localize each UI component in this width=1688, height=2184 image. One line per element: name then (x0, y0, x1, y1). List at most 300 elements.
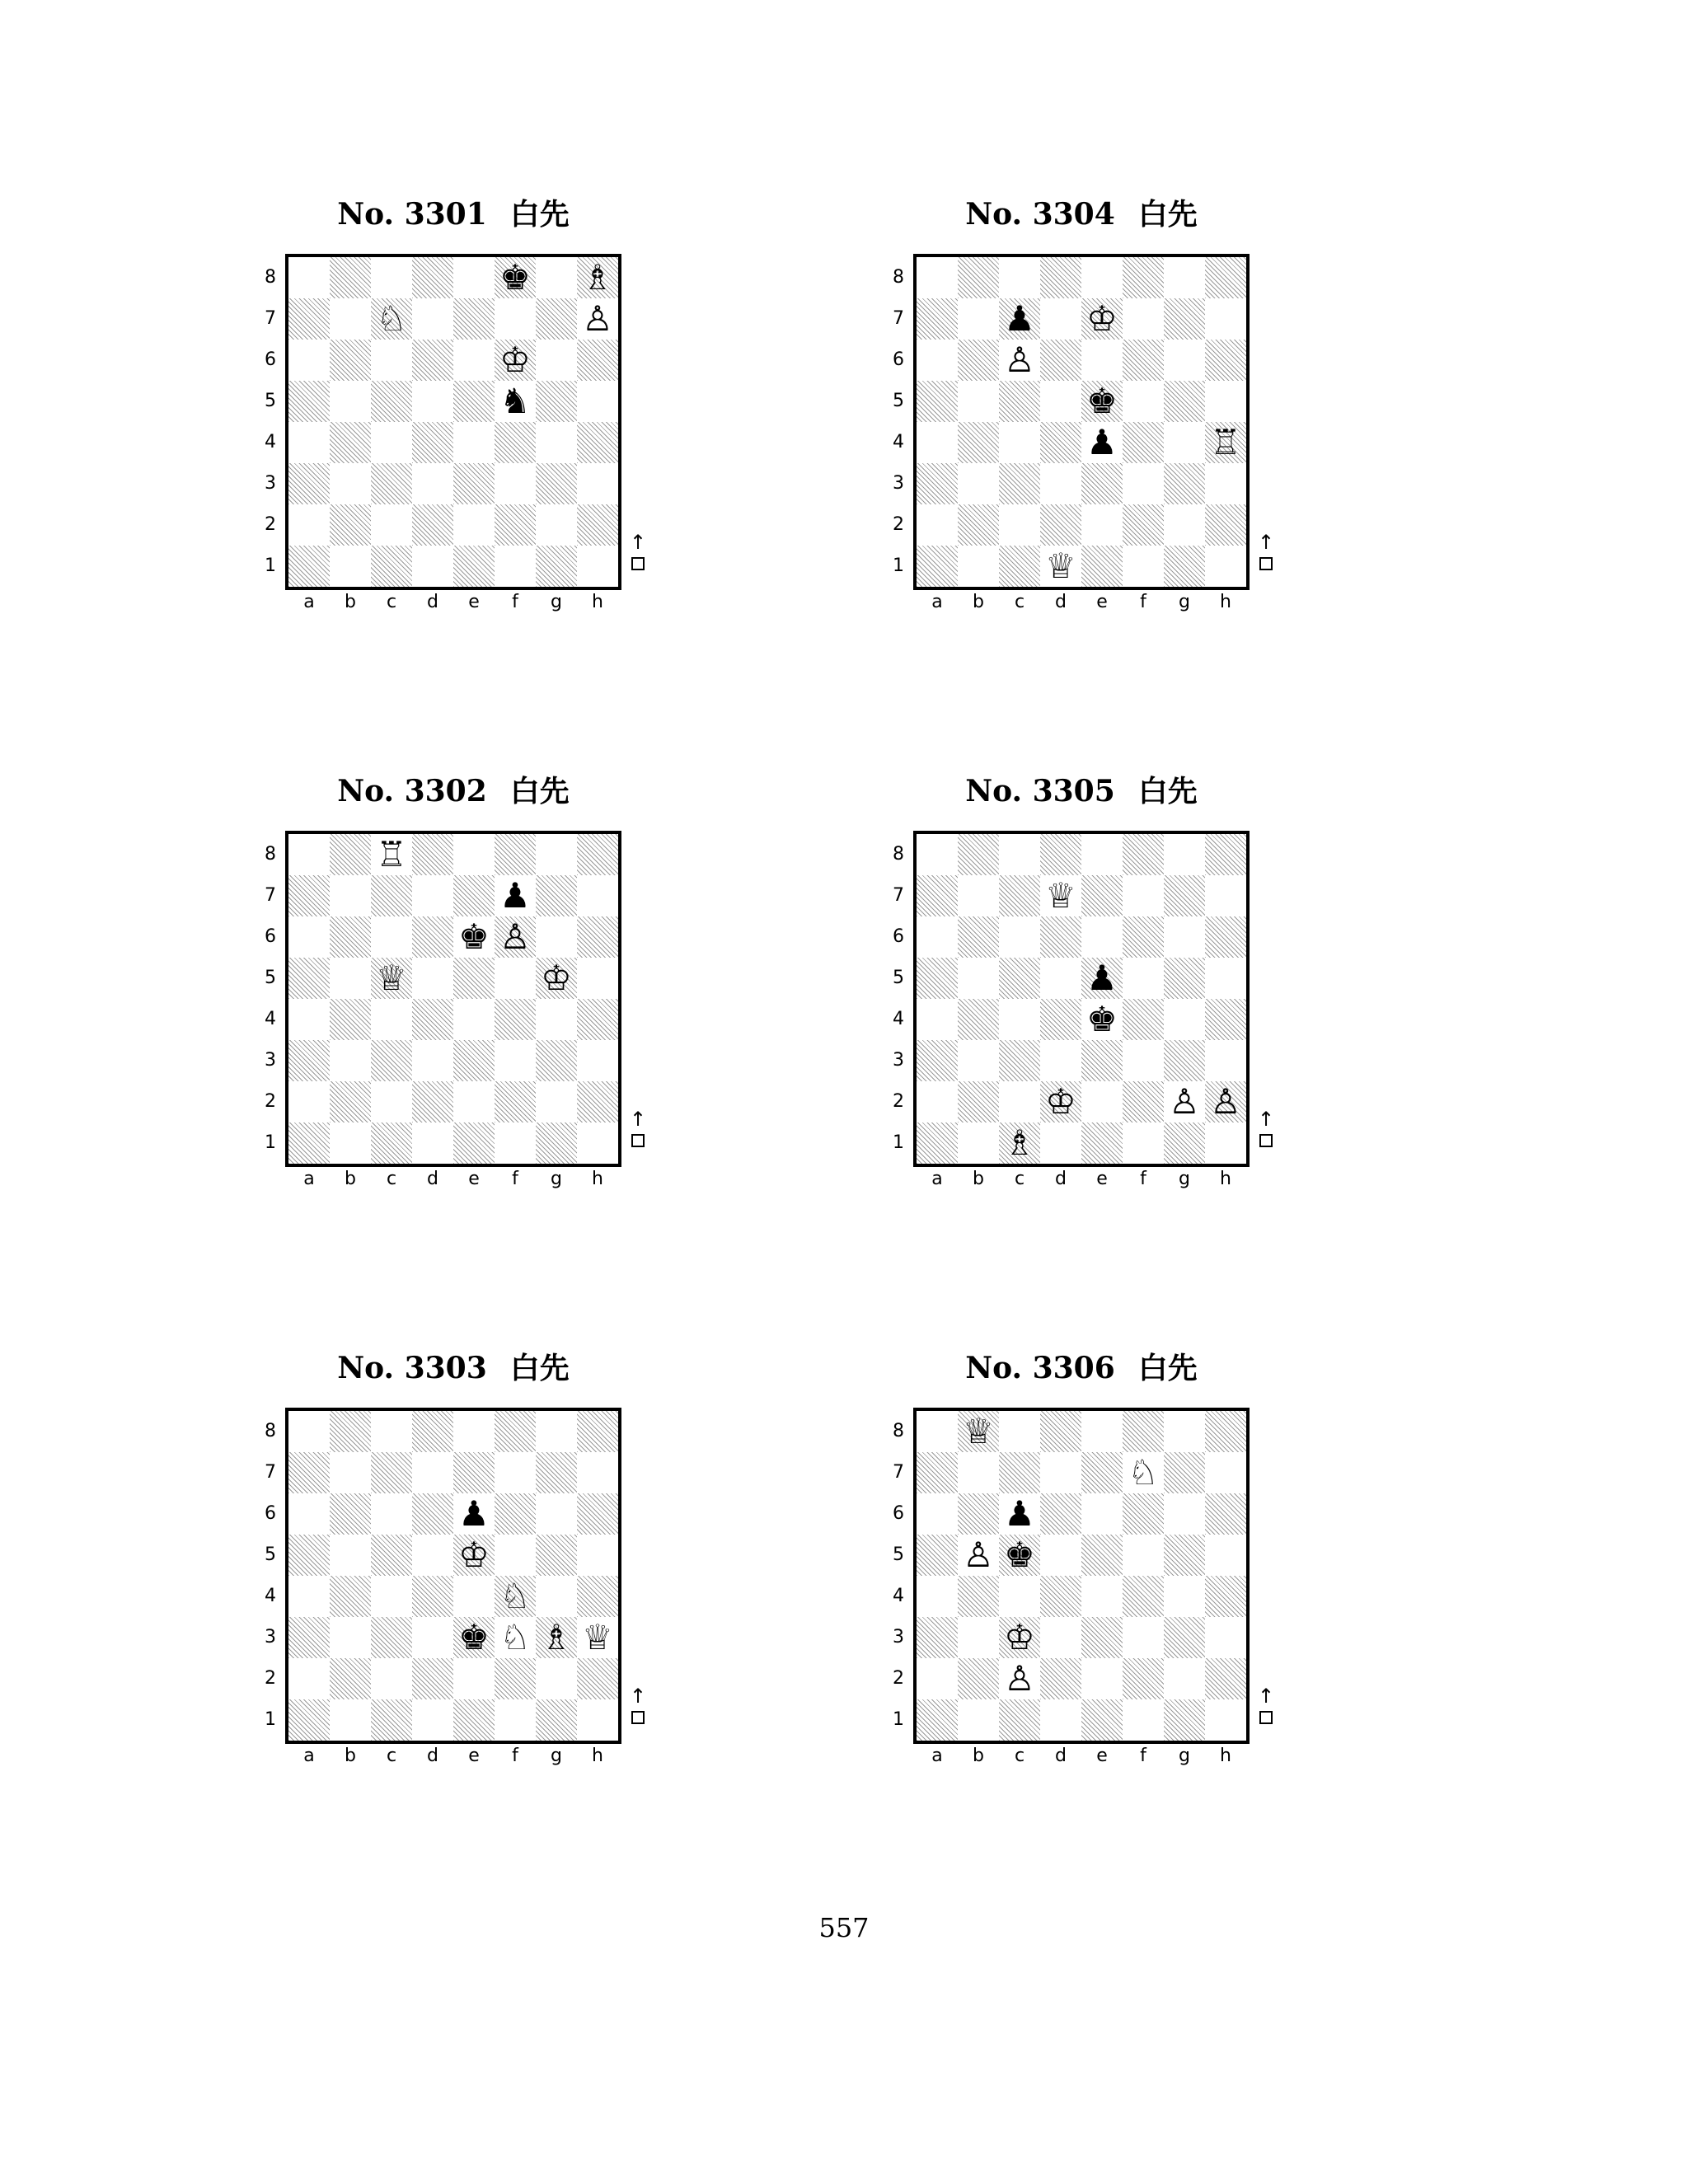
file-label: b (345, 1169, 356, 1189)
square-d8 (412, 1411, 453, 1452)
square-d2 (412, 1081, 453, 1122)
square-h1 (1205, 1699, 1246, 1741)
square-c8 (371, 1411, 412, 1452)
square-d5 (412, 381, 453, 422)
square-c1 (999, 1699, 1040, 1741)
rank-label: 7 (265, 1462, 276, 1483)
square-c4 (999, 422, 1040, 463)
square-a4 (288, 999, 330, 1040)
white-to-move-square-icon (631, 1711, 645, 1724)
rank-label: 8 (265, 844, 276, 865)
square-c3 (999, 463, 1040, 504)
square-g8 (1164, 257, 1205, 298)
square-a8 (917, 257, 958, 298)
square-d1 (412, 546, 453, 587)
square-b5 (958, 381, 999, 422)
square-e5 (453, 381, 495, 422)
square-b2 (330, 504, 371, 546)
square-c1 (999, 546, 1040, 587)
square-c7 (999, 875, 1040, 916)
file-label: d (1055, 1169, 1067, 1189)
square-e8 (453, 834, 495, 875)
square-b6 (330, 340, 371, 381)
file-label: f (512, 592, 518, 612)
square-e3 (1081, 1040, 1123, 1081)
square-f2 (495, 1658, 536, 1699)
square-h8 (577, 1411, 618, 1452)
square-c2 (999, 1081, 1040, 1122)
arrow-up-icon: ↑ (1258, 531, 1275, 554)
black-king-icon: ♚ (458, 1617, 490, 1657)
square-e5 (453, 958, 495, 999)
square-d2 (412, 504, 453, 546)
square-h2 (577, 1658, 618, 1699)
square-g8 (1164, 1411, 1205, 1452)
square-b7 (958, 875, 999, 916)
side-to-move-label: 白先 (509, 1352, 570, 1385)
file-label: c (386, 592, 397, 612)
square-g6 (1164, 1493, 1205, 1535)
square-d5 (1040, 1535, 1081, 1576)
square-e5 (1081, 1535, 1123, 1576)
square-e4 (1081, 1576, 1123, 1617)
square-d6 (412, 340, 453, 381)
file-label: f (512, 1169, 518, 1189)
white-queen-icon: ♕ (963, 1411, 994, 1451)
square-a2 (288, 1658, 330, 1699)
black-knight-icon: ♞ (499, 381, 531, 421)
square-c5 (371, 1535, 412, 1576)
square-a4 (917, 422, 958, 463)
square-a6 (288, 340, 330, 381)
rank-label: 3 (893, 473, 904, 494)
square-h5 (1205, 381, 1246, 422)
rank-label: 5 (893, 391, 904, 411)
white-pawn-icon: ♙ (1004, 340, 1035, 380)
file-label: a (303, 1746, 315, 1766)
white-knight-icon: ♘ (499, 1576, 531, 1616)
file-label: d (427, 592, 438, 612)
puzzle-number: No. 3303 (337, 1351, 487, 1385)
square-h5 (577, 958, 618, 999)
file-label: c (386, 1746, 397, 1766)
square-g7 (1164, 875, 1205, 916)
square-e8 (453, 1411, 495, 1452)
square-g1 (1164, 1699, 1205, 1741)
square-g3 (1164, 463, 1205, 504)
black-king-icon: ♚ (458, 916, 490, 957)
square-c2 (371, 1081, 412, 1122)
rank-label: 7 (893, 1462, 904, 1483)
side-to-move-label: 白先 (1137, 775, 1198, 808)
square-b1 (958, 1699, 999, 1741)
file-label: d (1055, 1746, 1067, 1766)
square-a5 (917, 381, 958, 422)
square-b7 (958, 1452, 999, 1493)
side-to-move-label: 白先 (509, 775, 570, 808)
square-g7 (536, 1452, 577, 1493)
square-g1 (536, 546, 577, 587)
square-h6 (577, 1493, 618, 1535)
square-h3 (577, 1040, 618, 1081)
square-a7 (917, 875, 958, 916)
white-king-icon: ♔ (1004, 1617, 1035, 1657)
square-d4 (1040, 422, 1081, 463)
square-g3 (1164, 1617, 1205, 1658)
white-knight-icon: ♘ (499, 1617, 531, 1657)
square-e6 (1081, 1493, 1123, 1535)
square-e2 (1081, 1081, 1123, 1122)
square-g4 (1164, 422, 1205, 463)
file-label: g (551, 1169, 562, 1189)
square-b4 (958, 422, 999, 463)
square-d1 (412, 1122, 453, 1164)
square-a3 (917, 1617, 958, 1658)
arrow-up-icon: ↑ (630, 1685, 647, 1708)
square-b3 (958, 1617, 999, 1658)
square-g2 (1164, 504, 1205, 546)
black-king-icon: ♚ (1086, 381, 1118, 421)
square-h7 (1205, 298, 1246, 340)
square-c4 (371, 1576, 412, 1617)
square-d3 (1040, 1040, 1081, 1081)
square-c7 (371, 1452, 412, 1493)
file-label: a (303, 1169, 315, 1189)
square-a4 (288, 1576, 330, 1617)
file-label: b (345, 592, 356, 612)
square-b7 (958, 298, 999, 340)
square-a5 (917, 1535, 958, 1576)
square-b6 (330, 1493, 371, 1535)
puzzle-3304 (867, 190, 1296, 651)
file-label: e (1096, 592, 1108, 612)
square-d6 (412, 1493, 453, 1535)
rank-label: 1 (265, 555, 276, 576)
square-g4 (536, 422, 577, 463)
file-label: c (386, 1169, 397, 1189)
rank-label: 8 (265, 1421, 276, 1441)
square-a2 (917, 1081, 958, 1122)
puzzle-title (867, 190, 1296, 239)
square-f5 (1123, 1535, 1164, 1576)
square-b4 (330, 422, 371, 463)
square-g4 (1164, 999, 1205, 1040)
rank-label: 6 (265, 926, 276, 947)
file-label: d (427, 1169, 438, 1189)
square-d4 (1040, 999, 1081, 1040)
square-f1 (1123, 546, 1164, 587)
square-f8 (1123, 257, 1164, 298)
rank-label: 7 (893, 308, 904, 329)
puzzle-title (239, 190, 668, 239)
square-a8 (288, 257, 330, 298)
square-a1 (917, 1122, 958, 1164)
rank-label: 2 (893, 1091, 904, 1112)
file-label: g (1179, 1169, 1190, 1189)
file-label: b (345, 1746, 356, 1766)
square-a2 (288, 504, 330, 546)
square-f3 (495, 1040, 536, 1081)
rank-label: 5 (893, 968, 904, 988)
rank-label: 7 (265, 308, 276, 329)
square-c7 (371, 875, 412, 916)
file-label: d (427, 1746, 438, 1766)
square-c7 (999, 1452, 1040, 1493)
square-c1 (371, 1122, 412, 1164)
square-b2 (330, 1081, 371, 1122)
square-b8 (330, 1411, 371, 1452)
puzzle-title (867, 766, 1296, 816)
white-to-move-square-icon (1259, 1134, 1273, 1147)
square-b3 (330, 1617, 371, 1658)
square-a7 (288, 298, 330, 340)
square-g7 (1164, 1452, 1205, 1493)
square-f1 (495, 1122, 536, 1164)
square-a8 (288, 834, 330, 875)
square-f4 (495, 999, 536, 1040)
chess-board (913, 1408, 1250, 1744)
arrow-up-icon: ↑ (630, 531, 647, 554)
square-f3 (1123, 1040, 1164, 1081)
square-g4 (536, 1576, 577, 1617)
puzzle-title (239, 766, 668, 816)
square-a3 (288, 1617, 330, 1658)
square-h5 (1205, 1535, 1246, 1576)
square-b3 (330, 463, 371, 504)
square-h6 (1205, 340, 1246, 381)
square-c3 (371, 1040, 412, 1081)
square-d3 (412, 1040, 453, 1081)
square-f3 (1123, 1617, 1164, 1658)
square-h5 (577, 1535, 618, 1576)
file-label: h (1220, 1169, 1231, 1189)
square-b1 (958, 546, 999, 587)
square-h1 (577, 1699, 618, 1741)
file-label: c (1014, 1169, 1025, 1189)
square-b6 (958, 916, 999, 958)
square-c2 (371, 1658, 412, 1699)
square-c3 (999, 1040, 1040, 1081)
square-g6 (536, 1493, 577, 1535)
square-c8 (999, 1411, 1040, 1452)
square-d1 (412, 1699, 453, 1741)
rank-label: 1 (265, 1132, 276, 1153)
white-king-icon: ♔ (541, 958, 572, 998)
rank-label: 6 (893, 1503, 904, 1524)
square-a7 (917, 298, 958, 340)
square-g2 (1164, 1658, 1205, 1699)
square-g6 (536, 916, 577, 958)
square-g8 (1164, 834, 1205, 875)
white-bishop-icon: ♗ (1004, 1122, 1035, 1163)
square-d3 (1040, 463, 1081, 504)
square-b4 (958, 1576, 999, 1617)
square-h6 (1205, 916, 1246, 958)
square-g7 (536, 875, 577, 916)
square-b2 (958, 1081, 999, 1122)
arrow-up-icon: ↑ (1258, 1685, 1275, 1708)
square-d8 (1040, 1411, 1081, 1452)
chess-board (285, 254, 621, 590)
square-d7 (412, 875, 453, 916)
square-h4 (577, 1576, 618, 1617)
rank-label: 2 (265, 1668, 276, 1689)
square-c6 (371, 1493, 412, 1535)
square-g5 (536, 1535, 577, 1576)
square-a1 (917, 546, 958, 587)
square-e1 (1081, 1699, 1123, 1741)
square-d7 (1040, 1452, 1081, 1493)
square-e2 (453, 504, 495, 546)
square-b6 (958, 1493, 999, 1535)
file-label: f (1140, 1746, 1146, 1766)
square-g1 (536, 1122, 577, 1164)
rank-label: 1 (893, 1709, 904, 1730)
rank-label: 3 (893, 1627, 904, 1647)
white-to-move-square-icon (631, 557, 645, 570)
square-h3 (1205, 1040, 1246, 1081)
square-d4 (412, 1576, 453, 1617)
rank-label: 2 (893, 514, 904, 535)
square-h6 (577, 340, 618, 381)
rank-label: 8 (893, 844, 904, 865)
white-king-icon: ♔ (1086, 298, 1118, 339)
square-h5 (577, 381, 618, 422)
square-b1 (330, 546, 371, 587)
square-g3 (536, 463, 577, 504)
square-c5 (371, 381, 412, 422)
rank-label: 8 (893, 267, 904, 288)
square-c1 (371, 546, 412, 587)
square-g5 (536, 381, 577, 422)
square-h2 (577, 1081, 618, 1122)
square-h7 (577, 875, 618, 916)
square-g2 (536, 1081, 577, 1122)
side-to-move-label: 白先 (1137, 1352, 1198, 1385)
square-b6 (958, 340, 999, 381)
rank-label: 5 (265, 968, 276, 988)
black-king-icon: ♚ (1086, 999, 1118, 1039)
file-label: b (973, 1746, 984, 1766)
file-label: e (1096, 1746, 1108, 1766)
square-g2 (536, 504, 577, 546)
square-d4 (412, 422, 453, 463)
square-c4 (371, 999, 412, 1040)
square-g3 (536, 1040, 577, 1081)
white-rook-icon: ♖ (376, 834, 407, 874)
rank-label: 4 (265, 1009, 276, 1029)
square-a4 (288, 422, 330, 463)
square-a8 (288, 1411, 330, 1452)
white-to-move-square-icon (1259, 1711, 1273, 1724)
square-f4 (1123, 999, 1164, 1040)
square-e2 (453, 1081, 495, 1122)
square-g1 (536, 1699, 577, 1741)
square-g2 (536, 1658, 577, 1699)
square-d8 (412, 257, 453, 298)
square-h3 (1205, 463, 1246, 504)
file-label: d (1055, 592, 1067, 612)
square-b5 (958, 958, 999, 999)
square-b7 (330, 875, 371, 916)
square-e1 (1081, 1122, 1123, 1164)
puzzle-number: No. 3301 (337, 197, 487, 232)
square-b1 (958, 1122, 999, 1164)
square-e7 (453, 1452, 495, 1493)
square-g1 (1164, 1122, 1205, 1164)
puzzle-3302 (239, 766, 668, 1228)
square-b3 (958, 463, 999, 504)
square-h8 (1205, 834, 1246, 875)
file-label: a (931, 1169, 943, 1189)
white-pawn-icon: ♙ (582, 298, 613, 339)
square-c4 (371, 422, 412, 463)
square-e8 (453, 257, 495, 298)
rank-label: 1 (893, 555, 904, 576)
rank-label: 2 (265, 514, 276, 535)
square-a5 (288, 1535, 330, 1576)
square-b7 (330, 1452, 371, 1493)
square-f7 (1123, 875, 1164, 916)
square-h2 (1205, 1658, 1246, 1699)
white-to-move-square-icon (1259, 557, 1273, 570)
square-c2 (999, 504, 1040, 546)
square-h4 (577, 999, 618, 1040)
side-to-move-label: 白先 (1137, 198, 1198, 232)
chess-board (285, 831, 621, 1167)
file-label: c (1014, 592, 1025, 612)
file-label: g (1179, 1746, 1190, 1766)
square-f2 (495, 504, 536, 546)
square-a2 (917, 504, 958, 546)
square-e3 (453, 463, 495, 504)
rank-label: 7 (893, 885, 904, 906)
square-b8 (330, 257, 371, 298)
white-queen-icon: ♕ (582, 1617, 613, 1657)
square-e3 (1081, 463, 1123, 504)
square-h4 (1205, 999, 1246, 1040)
square-f6 (1123, 340, 1164, 381)
square-e6 (1081, 916, 1123, 958)
square-b3 (958, 1040, 999, 1081)
chess-board (913, 831, 1250, 1167)
white-rook-icon: ♖ (1210, 422, 1241, 462)
square-d4 (412, 999, 453, 1040)
square-f8 (495, 834, 536, 875)
square-f4 (1123, 1576, 1164, 1617)
file-label: g (1179, 592, 1190, 612)
square-e4 (453, 1576, 495, 1617)
square-h8 (1205, 1411, 1246, 1452)
square-d2 (1040, 504, 1081, 546)
file-label: g (551, 592, 562, 612)
square-h5 (1205, 958, 1246, 999)
square-b8 (958, 834, 999, 875)
square-h2 (577, 504, 618, 546)
file-label: a (303, 592, 315, 612)
rank-label: 8 (893, 1421, 904, 1441)
square-f4 (1123, 422, 1164, 463)
square-e8 (1081, 1411, 1123, 1452)
square-d6 (1040, 916, 1081, 958)
black-pawn-icon: ♟ (1086, 958, 1118, 998)
square-b1 (330, 1122, 371, 1164)
white-king-icon: ♔ (499, 340, 531, 380)
puzzle-title (867, 1343, 1296, 1393)
square-a1 (917, 1699, 958, 1741)
square-a1 (288, 1122, 330, 1164)
white-bishop-icon: ♗ (582, 257, 613, 298)
